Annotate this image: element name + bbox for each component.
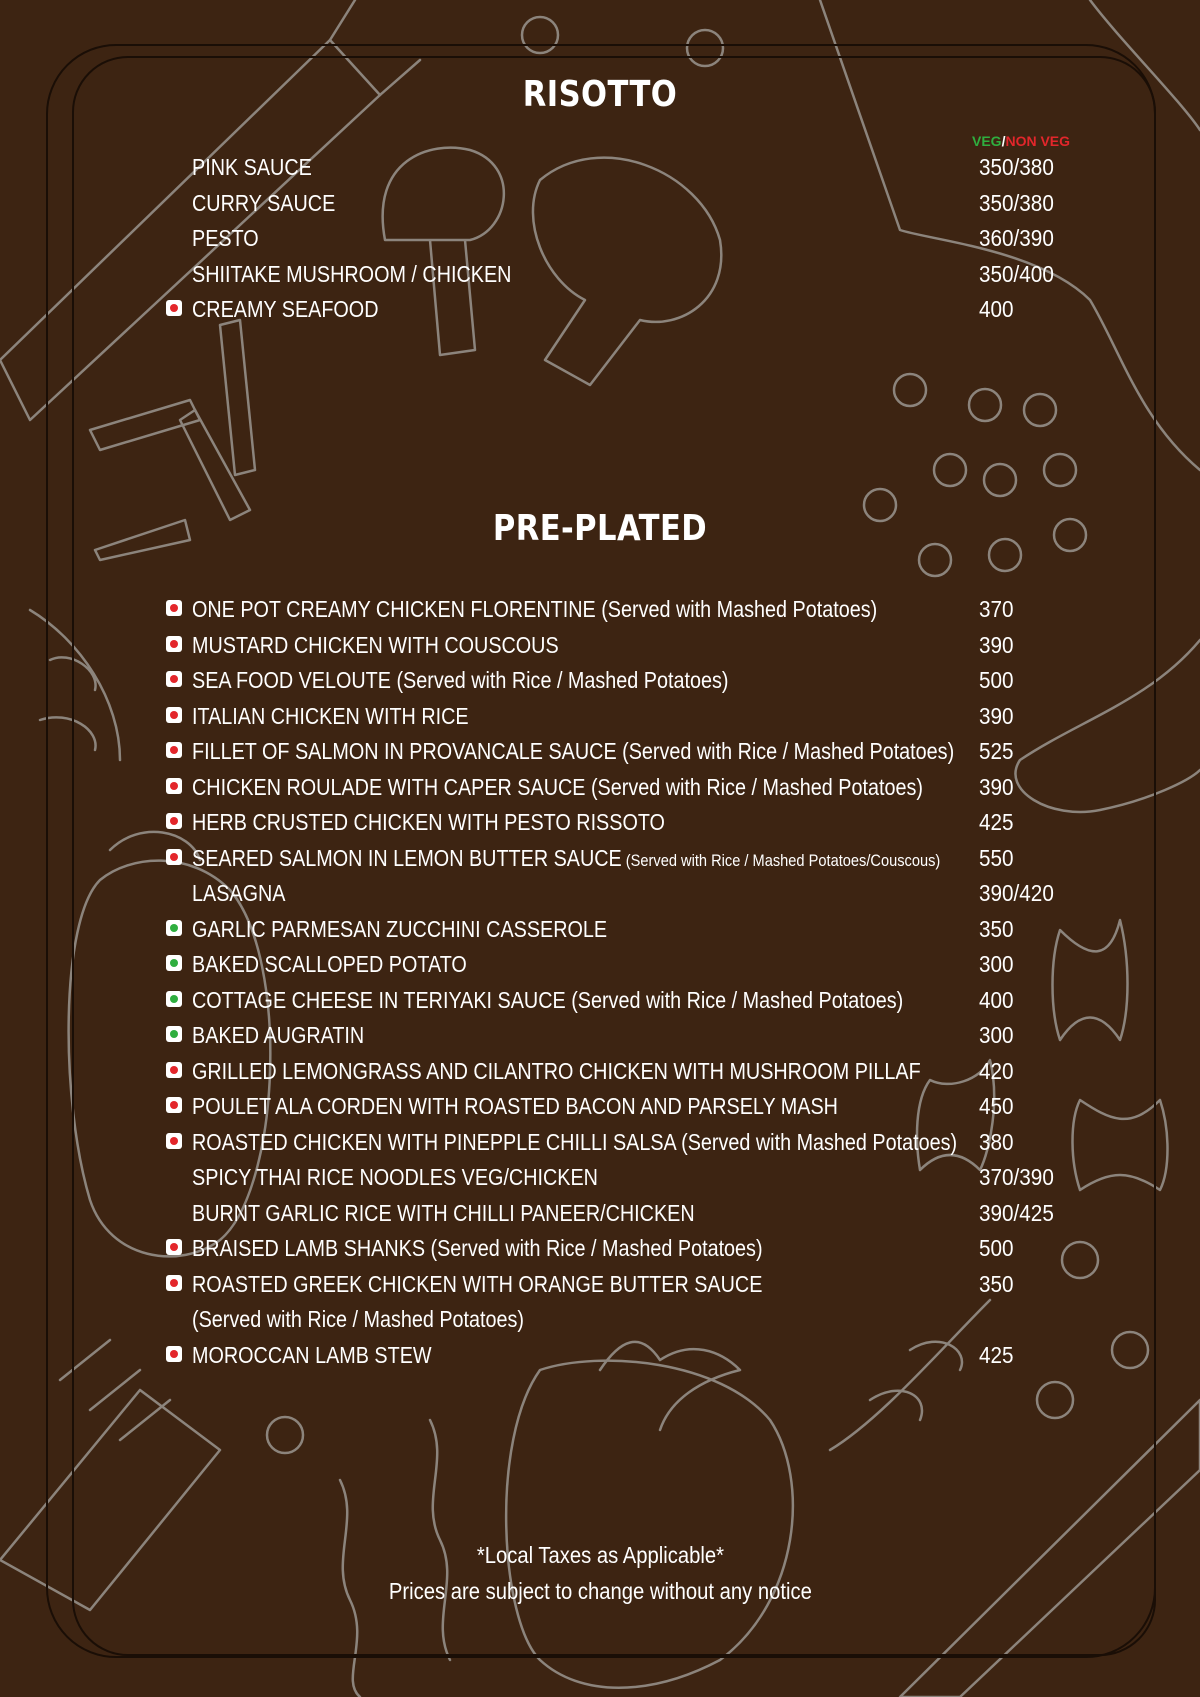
menu-item-title: SHIITAKE MUSHROOM / CHICKEN <box>192 260 512 287</box>
menu-item-price: 390 <box>979 702 1014 729</box>
menu-item-serving-note: (Served with Rice / Mashed Potatoes/Couscous) <box>621 850 941 870</box>
menu-item-price: 350/380 <box>979 154 1054 180</box>
menu-item-price: 350 <box>979 1270 1014 1297</box>
veg-marker-icon <box>166 920 182 936</box>
footer-taxes-note: *Local Taxes as Applicable* <box>476 1542 724 1568</box>
menu-item-name <box>192 1197 695 1229</box>
legend-nonveg: NON VEG <box>1005 133 1071 149</box>
menu-item-name <box>192 664 728 696</box>
menu-item-title: BURNT GARLIC RICE WITH CHILLI PANEER/CHICKEN <box>192 1199 695 1226</box>
menu-item-row <box>166 1303 1106 1335</box>
menu-item-serving-note: (Served with Rice / Mashed Potatoes) <box>585 773 923 800</box>
menu-item-price: 370 <box>979 596 1014 622</box>
section-title-pre-plated: PRE-PLATED <box>492 508 708 549</box>
menu-item-title: SPICY THAI RICE NOODLES VEG/CHICKEN <box>192 1164 598 1190</box>
nonveg-marker-icon <box>166 1062 182 1078</box>
menu-item-name <box>192 948 467 980</box>
menu-item-name <box>192 913 607 945</box>
menu-item-price: 390/425 <box>979 1199 1054 1226</box>
menu-item-title: BRAISED LAMB SHANKS <box>192 1235 426 1261</box>
menu-item-price: 500 <box>979 1235 1014 1261</box>
menu-item-title: ITALIAN CHICKEN WITH RICE <box>192 702 469 729</box>
menu-item-name <box>192 1019 364 1051</box>
menu-item-price: 500 <box>979 667 1014 693</box>
menu-item-title: ROASTED CHICKEN WITH PINEPPLE CHILLI SALSA <box>192 1128 676 1155</box>
nonveg-marker-icon <box>166 1133 182 1149</box>
menu-item-title: CURRY SAUCE <box>192 189 336 216</box>
menu-item-serving-note: (Served with Rice / Mashed Potatoes) <box>565 986 904 1013</box>
nonveg-marker-icon <box>166 1346 182 1362</box>
veg-marker-icon <box>166 955 182 971</box>
veg-nonveg-legend <box>972 133 1070 149</box>
veg-marker-icon <box>166 991 182 1007</box>
nonveg-marker-icon <box>166 671 182 687</box>
menu-item-title: SEA FOOD VELOUTE <box>192 667 391 693</box>
veg-marker-icon <box>166 1026 182 1042</box>
menu-item-price: 370/390 <box>979 1164 1054 1190</box>
menu-item-name <box>192 629 559 661</box>
menu-item-row <box>166 1090 1106 1122</box>
menu-item-serving-note: (Served with Mashed Potatoes) <box>675 1128 958 1155</box>
menu-item-row <box>166 1268 1106 1300</box>
menu-item-name <box>192 151 312 183</box>
nonveg-marker-icon <box>166 300 182 316</box>
section-title-risotto: RISOTTO <box>522 74 678 115</box>
menu-item-title: COTTAGE CHEESE IN TERIYAKI SAUCE <box>192 986 566 1013</box>
menu-item-row <box>166 664 1106 696</box>
menu-item-row <box>166 1019 1106 1051</box>
legend-veg: VEG <box>972 133 1002 149</box>
menu-item-price: 425 <box>979 1341 1014 1368</box>
menu-item-price: 550 <box>979 844 1014 871</box>
menu-item-title: LASAGNA <box>192 880 286 906</box>
menu-item-price: 380 <box>979 1128 1014 1155</box>
menu-item-price: 390/420 <box>979 880 1054 906</box>
menu-item-row <box>166 1197 1106 1229</box>
menu-item-row <box>166 806 1106 838</box>
nonveg-marker-icon <box>166 600 182 616</box>
menu-item-row <box>166 877 1106 909</box>
menu-item-price: 400 <box>979 296 1014 322</box>
menu-item-title: POULET ALA CORDEN WITH ROASTED BACON AND PARSELY MASH <box>192 1093 838 1119</box>
menu-item-title: (Served with Rice / Mashed Potatoes) <box>192 1306 525 1332</box>
menu-item-title: PINK SAUCE <box>192 154 312 180</box>
menu-item-title: ONE POT CREAMY CHICKEN FLORENTINE <box>192 596 596 622</box>
menu-item-title: ROASTED GREEK CHICKEN WITH ORANGE BUTTER SAUCE <box>192 1270 763 1297</box>
menu-item-row <box>166 1126 1106 1158</box>
menu-item-price: 390 <box>979 773 1014 800</box>
menu-item-row <box>166 735 1106 767</box>
menu-item-row <box>166 593 1106 625</box>
menu-item-row <box>166 222 1106 254</box>
menu-item-name <box>192 1339 432 1371</box>
menu-item-name <box>192 877 285 909</box>
menu-item-title: MUSTARD CHICKEN WITH COUSCOUS <box>192 631 559 658</box>
legend-separator: / <box>1001 133 1006 149</box>
menu-item-title: BAKED SCALLOPED POTATO <box>192 951 467 977</box>
menu-item-title: BAKED AUGRATIN <box>192 1022 365 1048</box>
menu-item-title: PESTO <box>192 225 259 251</box>
menu-item-price: 400 <box>979 986 1014 1013</box>
menu-item-name <box>192 1161 598 1193</box>
menu-item-name <box>192 187 335 219</box>
menu-item-title: GARLIC PARMESAN ZUCCHINI CASSEROLE <box>192 915 608 942</box>
menu-item-title: FILLET OF SALMON IN PROVANCALE SAUCE <box>192 738 617 764</box>
menu-item-price: 525 <box>979 738 1014 764</box>
menu-item-title: HERB CRUSTED CHICKEN WITH PESTO RISSOTO <box>192 809 665 835</box>
menu-item-name <box>192 1268 762 1300</box>
menu-item-row <box>166 151 1106 183</box>
menu-item-row <box>166 984 1106 1016</box>
menu-item-name <box>192 1232 763 1264</box>
menu-item-name <box>192 984 903 1016</box>
nonveg-marker-icon <box>166 1275 182 1291</box>
footer-price-notice: Prices are subject to change without any notice <box>388 1578 812 1604</box>
menu-item-name <box>192 1303 524 1335</box>
menu-item-price: 390 <box>979 631 1014 658</box>
menu-item-price: 350/380 <box>979 189 1054 216</box>
menu-item-price: 350 <box>979 915 1014 942</box>
nonveg-marker-icon <box>166 742 182 758</box>
menu-item-serving-note: (Served with Rice / Mashed Potatoes) <box>390 667 729 693</box>
menu-item-serving-note: (Served with Rice / Mashed Potatoes) <box>425 1235 763 1261</box>
menu-item-name <box>192 842 940 877</box>
menu-item-row <box>166 629 1106 661</box>
menu-item-price: 350/400 <box>979 260 1054 287</box>
menu-item-row <box>166 1232 1106 1264</box>
menu-item-name <box>192 806 665 838</box>
menu-item-title: GRILLED LEMONGRASS AND CILANTRO CHICKEN WITH MUSHROOM PILLAF <box>192 1057 921 1084</box>
menu-item-name <box>192 771 923 803</box>
nonveg-marker-icon <box>166 849 182 865</box>
menu-item-row <box>166 187 1106 219</box>
menu-item-name <box>192 593 877 625</box>
menu-item-name <box>192 735 954 767</box>
nonveg-marker-icon <box>166 813 182 829</box>
menu-item-row <box>166 771 1106 803</box>
menu-item-row <box>166 1339 1106 1371</box>
menu-item-row <box>166 1055 1106 1087</box>
menu-item-row <box>166 258 1106 290</box>
menu-item-name <box>192 258 511 290</box>
menu-item-serving-note: (Served with Rice / Mashed Potatoes) <box>616 738 955 764</box>
menu-item-serving-note: (Served with Mashed Potatoes) <box>595 596 878 622</box>
menu-item-price: 420 <box>979 1057 1014 1084</box>
menu-item-title: SEARED SALMON IN LEMON BUTTER SAUCE <box>192 844 622 871</box>
menu-item-title: CREAMY SEAFOOD <box>192 296 379 322</box>
nonveg-marker-icon <box>166 636 182 652</box>
nonveg-marker-icon <box>166 1097 182 1113</box>
menu-item-row <box>166 1161 1106 1193</box>
menu-item-name <box>192 1090 838 1122</box>
menu-item-row <box>166 948 1106 980</box>
menu-item-price: 450 <box>979 1093 1014 1119</box>
nonveg-marker-icon <box>166 778 182 794</box>
menu-item-price: 360/390 <box>979 225 1054 251</box>
menu-item-row <box>166 913 1106 945</box>
menu-item-row <box>166 293 1106 325</box>
menu-item-price: 300 <box>979 1022 1014 1048</box>
menu-item-price: 300 <box>979 951 1014 977</box>
menu-item-name <box>192 700 469 732</box>
menu-item-name <box>192 1126 957 1158</box>
nonveg-marker-icon <box>166 1239 182 1255</box>
menu-item-row <box>166 700 1106 732</box>
menu-item-title: CHICKEN ROULADE WITH CAPER SAUCE <box>192 773 586 800</box>
menu-item-name <box>192 1055 921 1087</box>
menu-item-name <box>192 222 259 254</box>
menu-item-title: MOROCCAN LAMB STEW <box>192 1341 432 1368</box>
menu-item-row <box>166 842 1106 874</box>
menu-item-name <box>192 293 378 325</box>
nonveg-marker-icon <box>166 707 182 723</box>
menu-item-price: 425 <box>979 809 1014 835</box>
